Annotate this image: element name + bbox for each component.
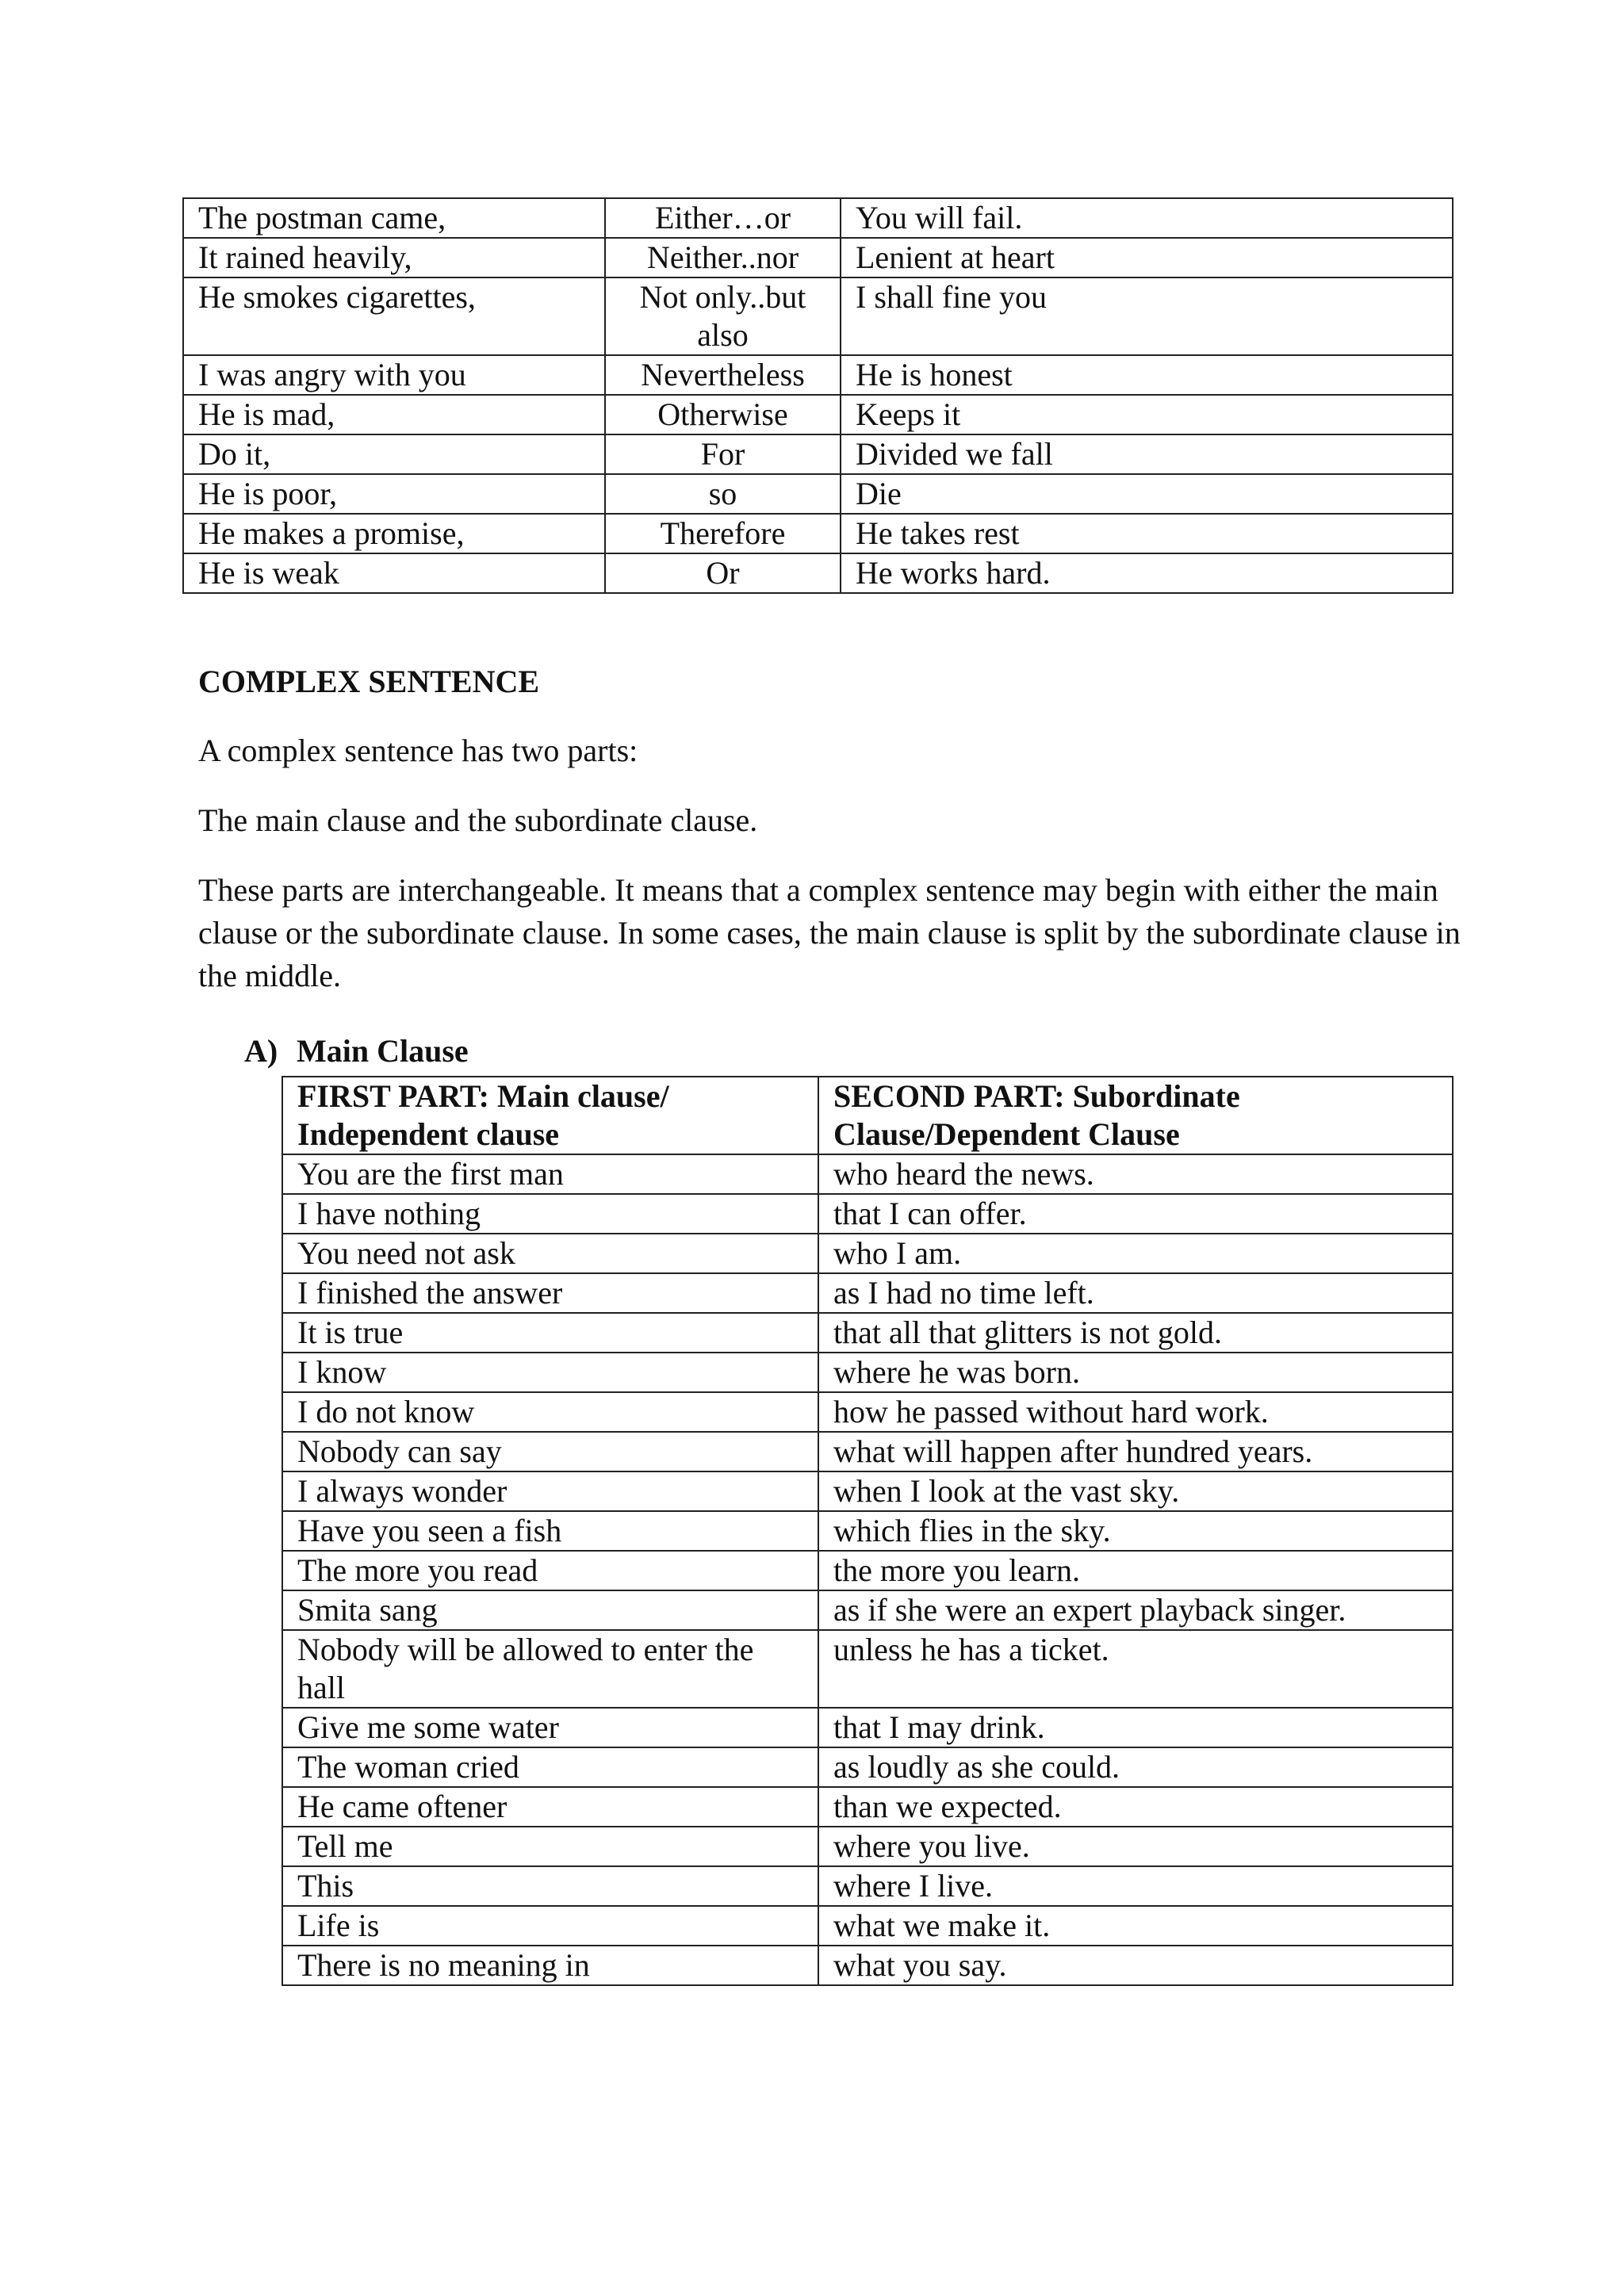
table-cell: He works hard. — [841, 553, 1453, 593]
table-row — [282, 1313, 1453, 1353]
table-row — [183, 277, 1453, 355]
subsection-label — [244, 1032, 469, 1070]
table-row — [183, 238, 1453, 277]
table-row — [282, 1787, 1453, 1827]
table-row — [282, 1471, 1453, 1511]
table-cell: He is weak — [183, 553, 605, 593]
table-cell: You need not ask — [282, 1234, 818, 1273]
table-row — [183, 198, 1453, 238]
paragraph: These parts are interchangeable. It means that a complex sentence may begin with either the main clause or the subordinate clause. In some cases, the main clause is split by the subordinate clause in the middle. — [198, 872, 1461, 993]
table-cell: The woman cried — [282, 1747, 818, 1787]
table-cell: He smokes cigarettes, — [183, 277, 605, 355]
paragraph: The main clause and the subordinate clause. — [198, 802, 758, 838]
table-cell: unless he has a ticket. — [818, 1630, 1453, 1708]
table-cell: I have nothing — [282, 1194, 818, 1234]
section-heading: COMPLEX SENTENCE — [198, 664, 540, 699]
table-cell: Life is — [282, 1906, 818, 1946]
table-row — [282, 1432, 1453, 1471]
table-cell: that all that glitters is not gold. — [818, 1313, 1453, 1353]
table-cell: Die — [841, 474, 1453, 514]
table-cell: This — [282, 1866, 818, 1906]
table-row — [282, 1154, 1453, 1194]
table-row — [282, 1234, 1453, 1273]
table-cell: I know — [282, 1353, 818, 1392]
paragraph: A complex sentence has two parts: — [198, 733, 638, 768]
header-cell: FIRST PART: Main clause/ Independent clause — [282, 1077, 818, 1154]
table-header-row — [282, 1077, 1453, 1154]
table-cell: Either…or — [605, 198, 841, 238]
table-cell: The postman came, — [183, 198, 605, 238]
table-row — [282, 1906, 1453, 1946]
table-row — [282, 1353, 1453, 1392]
table-cell: He is poor, — [183, 474, 605, 514]
table-cell: I shall fine you — [841, 277, 1453, 355]
table-cell: It rained heavily, — [183, 238, 605, 277]
table-cell: where you live. — [818, 1827, 1453, 1866]
table-row — [183, 553, 1453, 593]
table-row — [183, 355, 1453, 395]
table-cell: Or — [605, 553, 841, 593]
table-cell: Otherwise — [605, 395, 841, 434]
main-clause-table — [282, 1076, 1454, 1986]
table-cell: the more you learn. — [818, 1551, 1453, 1590]
table-cell: You will fail. — [841, 198, 1453, 238]
table-row — [282, 1630, 1453, 1708]
table-row — [183, 395, 1453, 434]
table-cell: There is no meaning in — [282, 1946, 818, 1985]
table-cell: He is mad, — [183, 395, 605, 434]
table-row — [183, 514, 1453, 553]
subsection-title: Main Clause — [297, 1033, 469, 1069]
table-cell: I do not know — [282, 1392, 818, 1432]
table-cell: what we make it. — [818, 1906, 1453, 1946]
table-cell: Nevertheless — [605, 355, 841, 395]
table-cell: For — [605, 434, 841, 474]
subsection-letter: A) — [244, 1033, 278, 1069]
header-cell: SECOND PART: Subordinate Clause/Dependent Clause — [818, 1077, 1453, 1154]
table-cell: I was angry with you — [183, 355, 605, 395]
table-row — [183, 434, 1453, 474]
table-cell: who I am. — [818, 1234, 1453, 1273]
table-cell: what will happen after hundred years. — [818, 1432, 1453, 1471]
table-row — [282, 1866, 1453, 1906]
table-cell: Have you seen a fish — [282, 1511, 818, 1551]
table-cell: Smita sang — [282, 1590, 818, 1630]
table-cell: Keeps it — [841, 395, 1453, 434]
table-row — [282, 1827, 1453, 1866]
table-row — [282, 1747, 1453, 1787]
table-row — [282, 1590, 1453, 1630]
table-cell: He is honest — [841, 355, 1453, 395]
table-cell: as if she were an expert playback singer. — [818, 1590, 1453, 1630]
table-row — [282, 1194, 1453, 1234]
table-cell: Therefore — [605, 514, 841, 553]
table-cell: Nobody can say — [282, 1432, 818, 1471]
table-cell: The more you read — [282, 1551, 818, 1590]
conjunction-table — [182, 197, 1454, 594]
table-cell: Nobody will be allowed to enter the hall — [282, 1630, 818, 1708]
table-row — [282, 1551, 1453, 1590]
table-cell: Give me some water — [282, 1708, 818, 1747]
table-row — [282, 1392, 1453, 1432]
table-row — [282, 1708, 1453, 1747]
table-cell: as loudly as she could. — [818, 1747, 1453, 1787]
table-cell: how he passed without hard work. — [818, 1392, 1453, 1432]
table-cell: when I look at the vast sky. — [818, 1471, 1453, 1511]
table-cell: Do it, — [183, 434, 605, 474]
table-cell: He takes rest — [841, 514, 1453, 553]
table-cell: what you say. — [818, 1946, 1453, 1985]
table-cell: Divided we fall — [841, 434, 1453, 474]
table-cell: so — [605, 474, 841, 514]
table-cell: as I had no time left. — [818, 1273, 1453, 1313]
table-cell: It is true — [282, 1313, 818, 1353]
table-cell: Not only..but also — [605, 277, 841, 355]
table-cell: I finished the answer — [282, 1273, 818, 1313]
table-cell: He makes a promise, — [183, 514, 605, 553]
table-cell: Lenient at heart — [841, 238, 1453, 277]
table-cell: He came oftener — [282, 1787, 818, 1827]
table-row — [282, 1273, 1453, 1313]
table-cell: that I may drink. — [818, 1708, 1453, 1747]
table-cell: than we expected. — [818, 1787, 1453, 1827]
table-row — [282, 1511, 1453, 1551]
table-cell: Tell me — [282, 1827, 818, 1866]
table-cell: I always wonder — [282, 1471, 818, 1511]
table-cell: which flies in the sky. — [818, 1511, 1453, 1551]
table-row — [183, 474, 1453, 514]
table-cell: You are the first man — [282, 1154, 818, 1194]
table-cell: Neither..nor — [605, 238, 841, 277]
table-row — [282, 1946, 1453, 1985]
table-cell: where he was born. — [818, 1353, 1453, 1392]
table-cell: who heard the news. — [818, 1154, 1453, 1194]
table-cell: where I live. — [818, 1866, 1453, 1906]
table-cell: that I can offer. — [818, 1194, 1453, 1234]
